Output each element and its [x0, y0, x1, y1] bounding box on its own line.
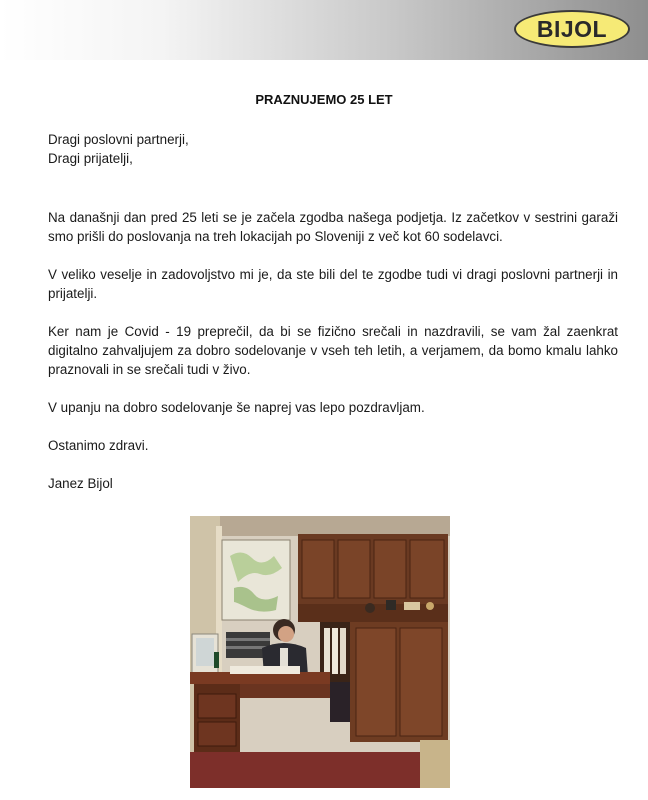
paragraph-regards: V upanju na dobro sodelovanje še naprej vas lepo pozdravljam. [48, 400, 425, 415]
paragraph-covid: Ker nam je Covid - 19 preprečil, da bi se fizično srečali in nazdravili, se vam žal zaenkrat digitalno zahvaljujem za dobro sodelovanje v vseh teh letih, a verjamem, da bomo kmalu lahko praznovali in se srečali tudi v živo. [48, 324, 618, 377]
paragraph-history: Na današnji dan pred 25 leti se je začela zgodba našega podjetja. Iz začetkov v sestrini garaži smo prišli do poslovanja na treh lokacijah po Sloveniji z več kot 60 sodelavci. [48, 210, 618, 244]
closing-line: Ostanimo zdravi. [48, 438, 149, 453]
header-bar [0, 0, 648, 60]
bijol-logo[interactable] [514, 10, 630, 48]
letter-title: PRAZNUJEMO 25 LET [255, 92, 393, 107]
logo-text: BIJOL [536, 15, 608, 42]
office-photo [190, 516, 450, 788]
paragraph-thanks: V veliko veselje in zadovoljstvo mi je, da ste bili del te zgodbe tudi vi dragi poslovni partnerji in prijatelji. [48, 267, 618, 301]
signature: Janez Bijol [48, 476, 113, 491]
greeting-friends: Dragi prijatelji, [48, 151, 133, 166]
greeting-partners: Dragi poslovni partnerji, [48, 132, 189, 147]
